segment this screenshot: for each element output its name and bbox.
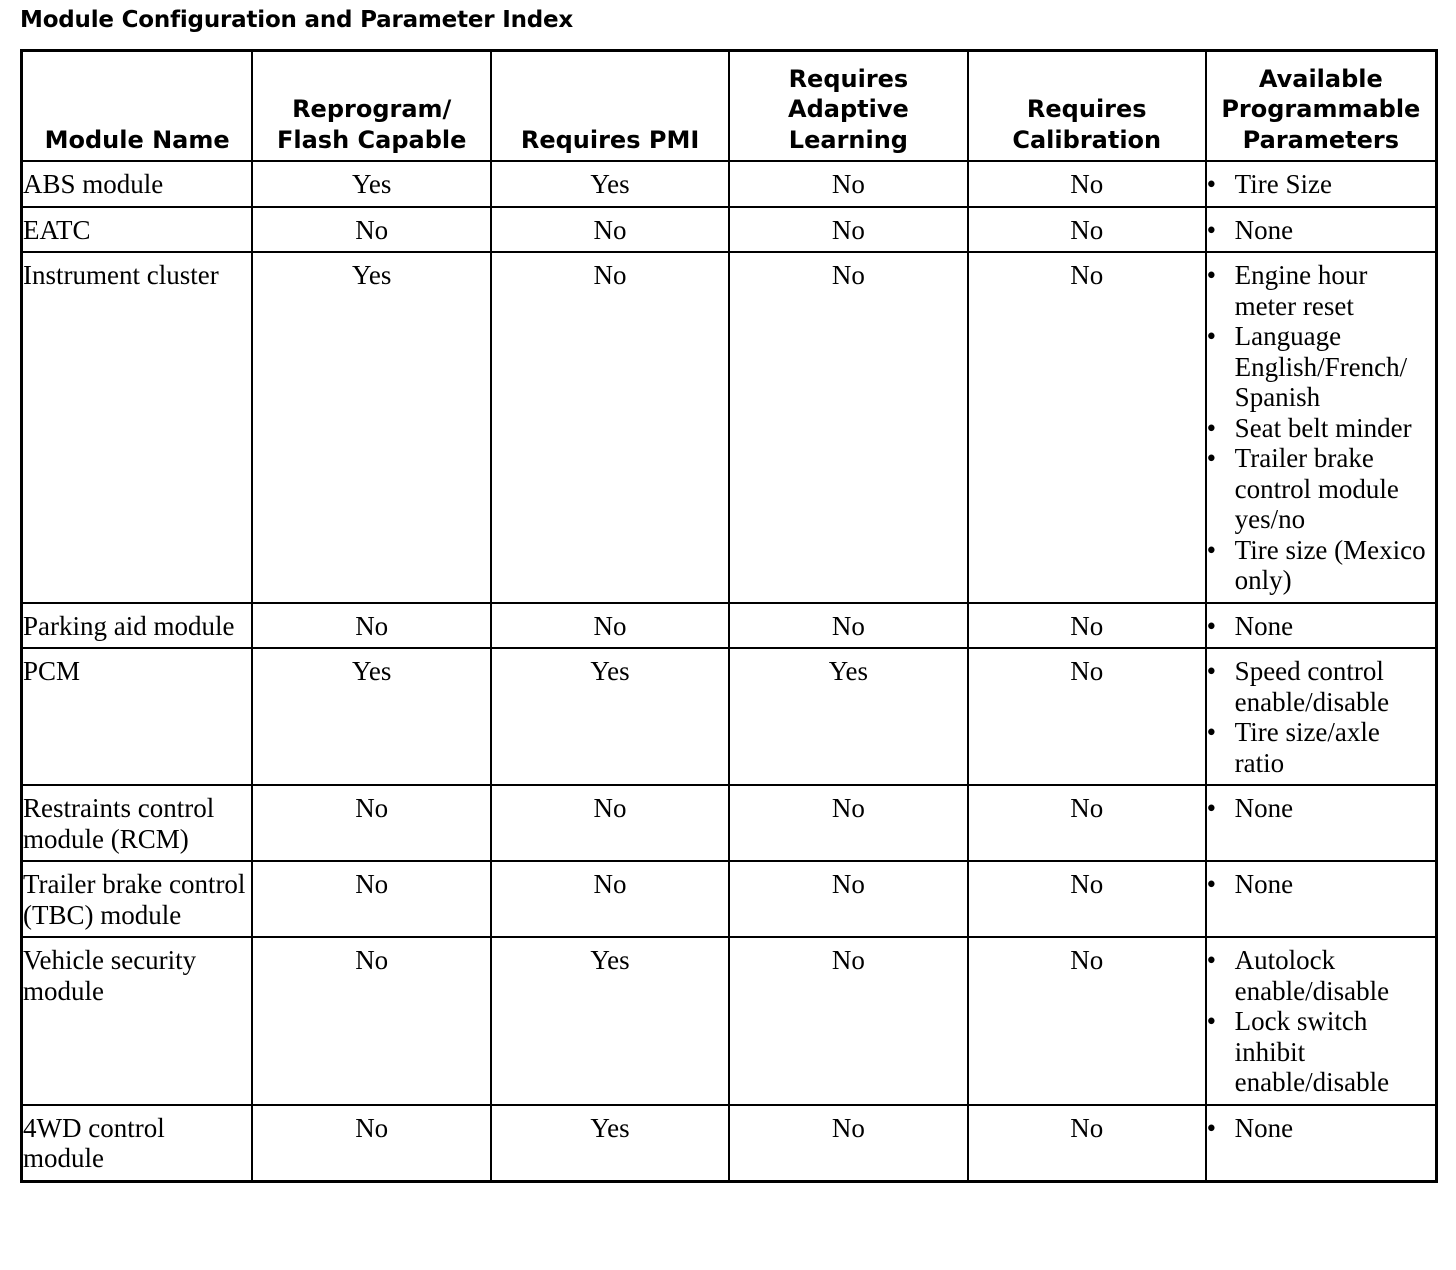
parameter-list bbox=[1207, 945, 1435, 1098]
header-adaptive-learning: Requires Adaptive Learning bbox=[729, 51, 968, 162]
reprogram-cell: No bbox=[252, 603, 491, 649]
adaptive-learning-cell: No bbox=[729, 937, 968, 1105]
bullet-icon: • bbox=[1206, 793, 1217, 823]
parameters-cell bbox=[1206, 861, 1437, 937]
parameter-list bbox=[1207, 260, 1435, 596]
bullet-icon: • bbox=[1206, 1112, 1217, 1143]
parameter-text: None bbox=[1234, 610, 1294, 641]
adaptive-learning-cell: No bbox=[729, 252, 968, 603]
module-name-cell: Trailer brake control (TBC) module bbox=[22, 861, 253, 937]
table-row bbox=[22, 648, 1437, 785]
parameter-item bbox=[1207, 869, 1435, 900]
parameters-cell bbox=[1206, 161, 1437, 207]
parameter-item bbox=[1207, 656, 1435, 717]
parameter-item bbox=[1207, 793, 1435, 824]
module-name-cell: Vehicle security module bbox=[22, 937, 253, 1105]
adaptive-learning-cell: No bbox=[729, 603, 968, 649]
parameter-item bbox=[1207, 611, 1435, 642]
reprogram-cell: Yes bbox=[252, 648, 491, 785]
module-name-cell: 4WD control module bbox=[22, 1105, 253, 1182]
bullet-icon: • bbox=[1206, 610, 1217, 641]
header-parameters: Available Programmable Parameters bbox=[1206, 51, 1437, 162]
parameter-text: None bbox=[1234, 869, 1294, 899]
adaptive-learning-cell: No bbox=[729, 1105, 968, 1182]
calibration-cell: No bbox=[968, 785, 1206, 861]
parameter-item bbox=[1207, 169, 1435, 200]
parameter-text: None bbox=[1234, 214, 1294, 245]
bullet-icon: • bbox=[1206, 869, 1217, 899]
parameter-item bbox=[1207, 535, 1435, 596]
parameter-text: Seat belt minder bbox=[1234, 412, 1412, 443]
module-name-cell: Parking aid module bbox=[22, 603, 253, 649]
parameters-cell bbox=[1206, 785, 1437, 861]
module-name-cell: ABS module bbox=[22, 161, 253, 207]
parameters-cell bbox=[1206, 207, 1437, 253]
parameter-text: Lock switch inhibit enable/disable bbox=[1234, 1006, 1390, 1097]
bullet-icon: • bbox=[1206, 1006, 1217, 1036]
parameter-list bbox=[1207, 1113, 1435, 1144]
requires-pmi-cell: Yes bbox=[491, 1105, 729, 1182]
parameter-list bbox=[1207, 169, 1435, 200]
parameter-list bbox=[1207, 656, 1435, 778]
requires-pmi-cell: Yes bbox=[491, 648, 729, 785]
bullet-icon: • bbox=[1206, 656, 1217, 686]
header-module-name: Module Name bbox=[22, 51, 253, 162]
parameter-text: Engine hour meter reset bbox=[1234, 260, 1368, 321]
parameter-item bbox=[1207, 945, 1435, 1006]
parameter-list bbox=[1207, 793, 1435, 824]
table-row bbox=[22, 161, 1437, 207]
parameter-item bbox=[1207, 260, 1435, 321]
adaptive-learning-cell: No bbox=[729, 785, 968, 861]
calibration-cell: No bbox=[968, 207, 1206, 253]
parameters-cell bbox=[1206, 603, 1437, 649]
calibration-cell: No bbox=[968, 937, 1206, 1105]
requires-pmi-cell: Yes bbox=[491, 937, 729, 1105]
requires-pmi-cell: No bbox=[491, 252, 729, 603]
reprogram-cell: Yes bbox=[252, 161, 491, 207]
parameters-cell bbox=[1206, 937, 1437, 1105]
module-name-cell: PCM bbox=[22, 648, 253, 785]
bullet-icon: • bbox=[1206, 321, 1217, 351]
reprogram-cell: No bbox=[252, 207, 491, 253]
table-row bbox=[22, 861, 1437, 937]
table-row bbox=[22, 207, 1437, 253]
parameter-list bbox=[1207, 215, 1435, 246]
reprogram-cell: No bbox=[252, 937, 491, 1105]
module-name-cell: Instrument cluster bbox=[22, 252, 253, 603]
reprogram-cell: No bbox=[252, 1105, 491, 1182]
module-parameter-table bbox=[20, 49, 1438, 1183]
calibration-cell: No bbox=[968, 1105, 1206, 1182]
table-row bbox=[22, 252, 1437, 603]
bullet-icon: • bbox=[1206, 412, 1217, 443]
parameter-text: None bbox=[1234, 793, 1294, 823]
bullet-icon: • bbox=[1206, 945, 1217, 975]
reprogram-cell: No bbox=[252, 785, 491, 861]
table-row bbox=[22, 1105, 1437, 1182]
adaptive-learning-cell: Yes bbox=[729, 648, 968, 785]
parameters-cell bbox=[1206, 252, 1437, 603]
header-reprogram: Reprogram/ Flash Capable bbox=[252, 51, 491, 162]
calibration-cell: No bbox=[968, 252, 1206, 603]
header-requires-pmi: Requires PMI bbox=[491, 51, 729, 162]
bullet-icon: • bbox=[1206, 534, 1217, 565]
parameter-text: Tire Size bbox=[1234, 169, 1332, 199]
page-title: Module Configuration and Parameter Index bbox=[20, 7, 574, 33]
adaptive-learning-cell: No bbox=[729, 861, 968, 937]
header-row bbox=[22, 51, 1437, 162]
calibration-cell: No bbox=[968, 161, 1206, 207]
parameter-text: Speed control enable/disable bbox=[1234, 656, 1390, 717]
requires-pmi-cell: No bbox=[491, 861, 729, 937]
bullet-icon: • bbox=[1206, 443, 1217, 473]
parameter-item bbox=[1207, 1006, 1435, 1098]
reprogram-cell: No bbox=[252, 861, 491, 937]
parameter-text: None bbox=[1234, 1112, 1294, 1143]
table-body bbox=[22, 161, 1437, 1181]
parameter-item bbox=[1207, 717, 1435, 778]
parameter-list bbox=[1207, 611, 1435, 642]
parameter-text: Tire size (Mexico only) bbox=[1234, 534, 1426, 595]
parameter-item bbox=[1207, 443, 1435, 535]
requires-pmi-cell: No bbox=[491, 603, 729, 649]
bullet-icon: • bbox=[1206, 260, 1217, 290]
parameter-item bbox=[1207, 321, 1435, 413]
parameter-item bbox=[1207, 1113, 1435, 1144]
header-calibration: Requires Calibration bbox=[968, 51, 1206, 162]
parameter-list bbox=[1207, 869, 1435, 900]
adaptive-learning-cell: No bbox=[729, 207, 968, 253]
parameter-item bbox=[1207, 413, 1435, 444]
bullet-icon: • bbox=[1206, 717, 1217, 747]
reprogram-cell: Yes bbox=[252, 252, 491, 603]
calibration-cell: No bbox=[968, 648, 1206, 785]
table-row bbox=[22, 603, 1437, 649]
parameters-cell bbox=[1206, 1105, 1437, 1182]
parameter-text: Autolock enable/disable bbox=[1234, 945, 1390, 1006]
parameters-cell bbox=[1206, 648, 1437, 785]
parameter-text: Tire size/axle ratio bbox=[1234, 717, 1380, 778]
requires-pmi-cell: Yes bbox=[491, 161, 729, 207]
calibration-cell: No bbox=[968, 861, 1206, 937]
table-row bbox=[22, 785, 1437, 861]
requires-pmi-cell: No bbox=[491, 207, 729, 253]
module-name-cell: Restraints control module (RCM) bbox=[22, 785, 253, 861]
parameter-item bbox=[1207, 215, 1435, 246]
calibration-cell: No bbox=[968, 603, 1206, 649]
adaptive-learning-cell: No bbox=[729, 161, 968, 207]
requires-pmi-cell: No bbox=[491, 785, 729, 861]
parameter-text: Trailer brake control module yes/no bbox=[1234, 443, 1399, 534]
module-name-cell: EATC bbox=[22, 207, 253, 253]
table-row bbox=[22, 937, 1437, 1105]
bullet-icon: • bbox=[1206, 214, 1217, 245]
bullet-icon: • bbox=[1206, 169, 1217, 199]
parameter-text: Language English/French/ Spanish bbox=[1234, 321, 1408, 412]
